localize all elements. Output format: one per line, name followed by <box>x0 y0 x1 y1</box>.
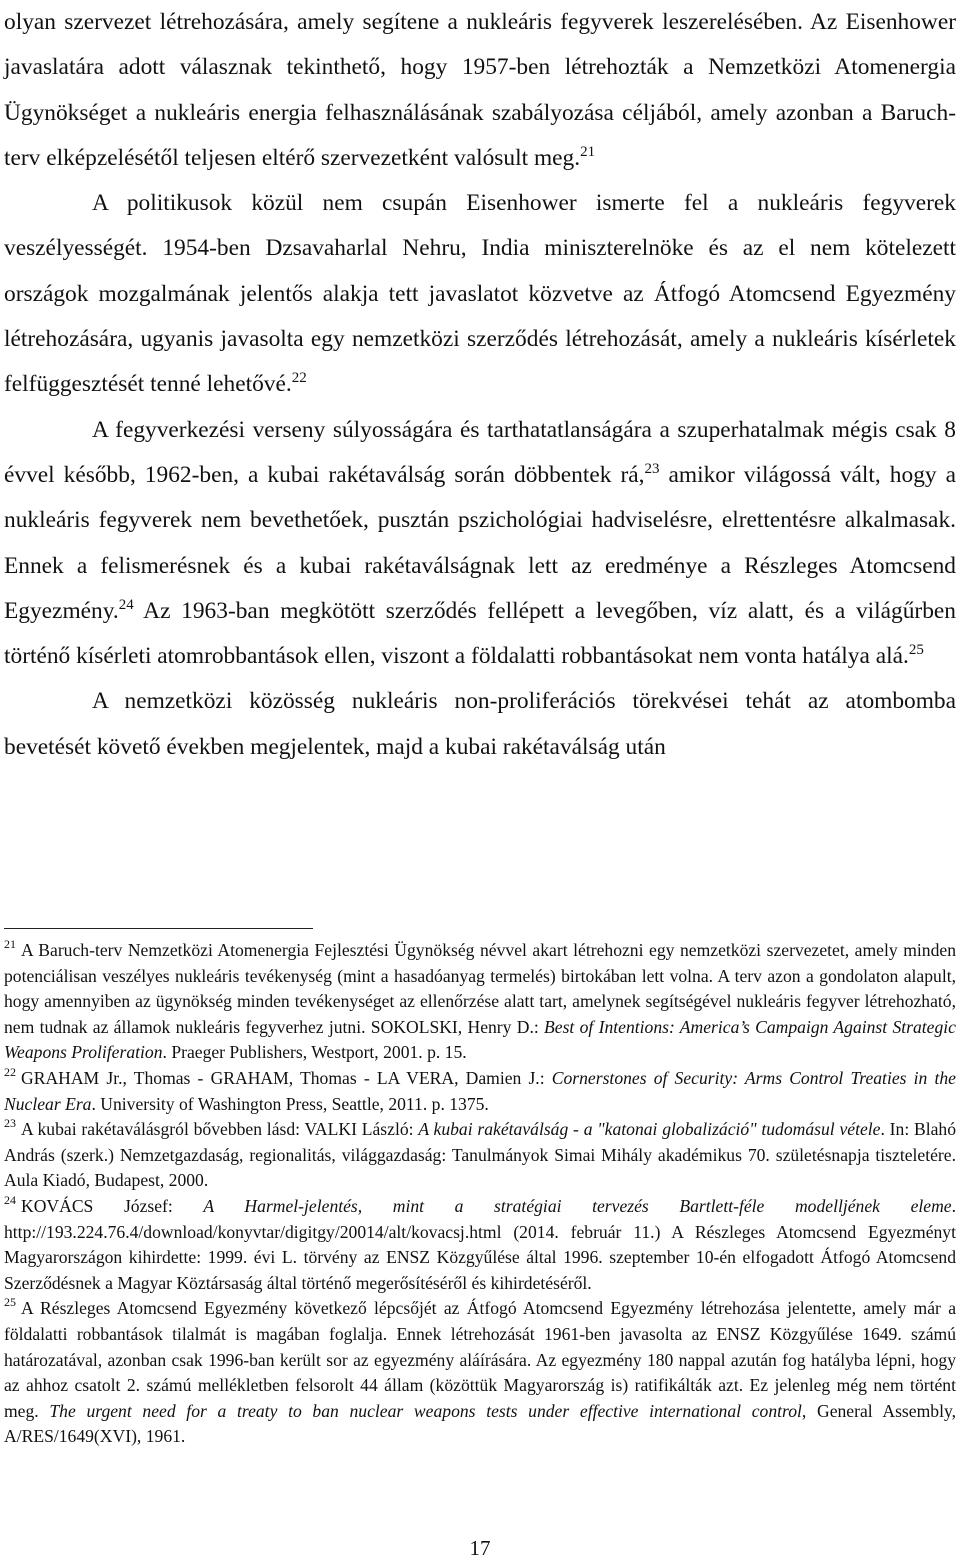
footnote-ref-21[interactable]: 21 <box>580 143 596 160</box>
footnote-24 <box>4 1194 956 1296</box>
footnote-tail: . University of Washington Press, Seattle, 2011. p. 1375. <box>91 1093 489 1114</box>
page-number: 17 <box>469 1536 491 1560</box>
document-page <box>4 0 956 1561</box>
footnote-23 <box>4 1117 956 1194</box>
footnote-21 <box>4 938 956 1066</box>
paragraph-3-text-c: Az 1963-ban megkötött szerződés fellépett a levegőben, víz alatt, és a világűrben történő kísérleti atomrobbantások ellen, viszont a földalatti robbantásokat nem vonta hatálya alá. <box>4 597 956 670</box>
footnote-title: Best of Intentions: America’s Campaign Against Strategic Weapons Proliferation <box>4 1016 956 1063</box>
footnote-ref-23[interactable]: 23 <box>644 460 660 477</box>
paragraph-2-text: A politikusok közül nem csupán Eisenhower ismerte fel a nukleáris fegyverek veszélyességét. 1954-ben Dzsavaharlal Nehru, India miniszterelnöke és az el nem kötelezett országok mozgalmának jelentős alakja tett javaslatot közvetve az Átfogó Atomcsend Egyezmény létrehozására, ugyanis javasolta egy nemzetközi szerződés létrehozását, amely a nukleáris kísérletek felfüggesztését tenné lehetővé. <box>4 190 956 398</box>
footnote-title: Cornerstones of Security: Arms Control Treaties in the Nuclear Era <box>4 1067 956 1114</box>
paragraph-4 <box>4 679 956 770</box>
footnote-tail: . In: Blahó András (szerk.) Nemzetgazdaság, regionalitás, világgazdaság: Tanulmányok Simai Mihály akadémikus 70. születésnapja tiszteletére. Aula Kiadó, Budapest, 2000. <box>4 1119 957 1191</box>
footnotes <box>4 938 956 1450</box>
paragraph-3-text-b: amikor világossá vált, hogy a nukleáris fegyverek nem bevethetőek, pusztán pszichológiai hadviselésre, elrettentésre alkalmasak. Ennek a felismerésnek és a kubai rakétaválságnak lett az eredménye a Részleges Atomcsend Egyezmény. <box>4 461 956 624</box>
footnote-title: A Harmel-jelentés, mint a stratégiai tervezés Bartlett-féle modelljének eleme <box>203 1195 952 1216</box>
footnote-tail[interactable]: . http://193.224.76.4/download/konyvtar/digitgy/20014/alt/kovacsj.html (2014. február 11.) A Részleges Atomcsend Egyezményt Magyarországon kihirdette: 1999. évi L. törvény az ENSZ Közgyűlése által 1996. szeptember 10-én elfogadott Átfogó Atomcsend Szerződésnek a Magyar Köztársaság által történő megerősítéséről és kihirdetéséről. <box>4 1195 956 1293</box>
footnote-title: A kubai rakétaválság - a "katonai globalizáció" tudomásul vétele <box>418 1119 881 1140</box>
paragraph-1 <box>4 0 956 181</box>
footnote-number: 21 <box>4 937 16 951</box>
footnote-22 <box>4 1066 956 1117</box>
footnote-text: A kubai rakétaválásgról bővebben lásd: VALKI László: <box>21 1119 419 1140</box>
footnote-ref-25[interactable]: 25 <box>908 642 924 659</box>
paragraph-2 <box>4 181 956 407</box>
paragraph-3-text-a: A fegyverkezési verseny súlyosságára és tarthatatlanságára a szuperhatalmak mégis csak 8 évvel később, 1962-ben, a kubai rakétaválság során döbbentek rá, <box>4 416 956 488</box>
paragraph-1-text: olyan szervezet létrehozására, amely segítene a nukleáris fegyverek leszerelésében. Az Eisenhower javaslatára adott válasznak tekinthető, hogy 1957-ben létrehozták a Nemzetközi Atomenergia Ügynökséget a nukleáris energia felhasználásának szabályozása céljából, amely azonban a Baruch-terv elképzelésétől teljesen eltérő szervezetként valósult meg. <box>4 9 956 171</box>
footnote-number: 24 <box>4 1192 16 1207</box>
footnote-separator <box>4 928 313 929</box>
paragraph-3 <box>4 408 956 680</box>
footnote-text: KOVÁCS József: <box>21 1195 204 1216</box>
footnote-tail: . Praeger Publishers, Westport, 2001. p. 15. <box>162 1042 467 1063</box>
footnote-ref-24[interactable]: 24 <box>118 596 134 613</box>
footnote-text: A Baruch-terv Nemzetközi Atomenergia Fejlesztési Ügynökség névvel akart létrehozni egy nemzetközi szervezetet, amely minden potenciálisan veszélyes nukleáris tevékenység (mint a hasadóanyag termelés) birtokában lett volna. A terv azon a gondolaton alapult, hogy amennyiben az ügynökség minden tevékenységet az ellenőrzése alatt tart, amelynek segítségével nukleáris fegyver létrehozható, nem tudnak az államok nukleáris fegyverhez jutni. SOKOLSKI, Henry D.: <box>4 940 956 1037</box>
paragraph-4-text: A nemzetközi közösség nukleáris non-proliferációs törekvései tehát az atombomba bevetését követő években megjelentek, majd a kubai rakétaválság után <box>4 688 956 760</box>
footnote-number: 22 <box>4 1064 16 1079</box>
footnote-number: 23 <box>4 1116 16 1131</box>
footnote-number: 25 <box>4 1295 16 1310</box>
footnote-ref-22[interactable]: 22 <box>291 370 307 387</box>
footnote-25 <box>4 1296 956 1450</box>
footnote-title: The urgent need for a treaty to ban nuclear weapons tests under effective international control <box>49 1400 802 1421</box>
body-text <box>4 0 956 770</box>
footnote-text: A Részleges Atomcsend Egyezmény következő lépcsőjét az Átfogó Atomcsend Egyezmény létrehozása jelentette, amely már a földalatti robbantások tilalmát is magában foglalja. Ennek létrehozását 1961-ben javasolta az ENSZ Közgyűlése 1649. számú határozatával, azonban csak 1996-ban került sor az egyezmény aláírására. Az egyezmény 180 nappal azután fog hatályba lépni, hogy az ahhoz csatolt 2. számú mellékletben felsorolt 44 állam (közöttük Magyarország is) ratifikálták azt. Ez jelenleg még nem történt meg. <box>4 1298 956 1421</box>
footnote-text: GRAHAM Jr., Thomas - GRAHAM, Thomas - LA VERA, Damien J.: <box>21 1067 552 1088</box>
footnote-tail: , General Assembly, A/RES/1649(XVI), 1961. <box>4 1400 957 1447</box>
